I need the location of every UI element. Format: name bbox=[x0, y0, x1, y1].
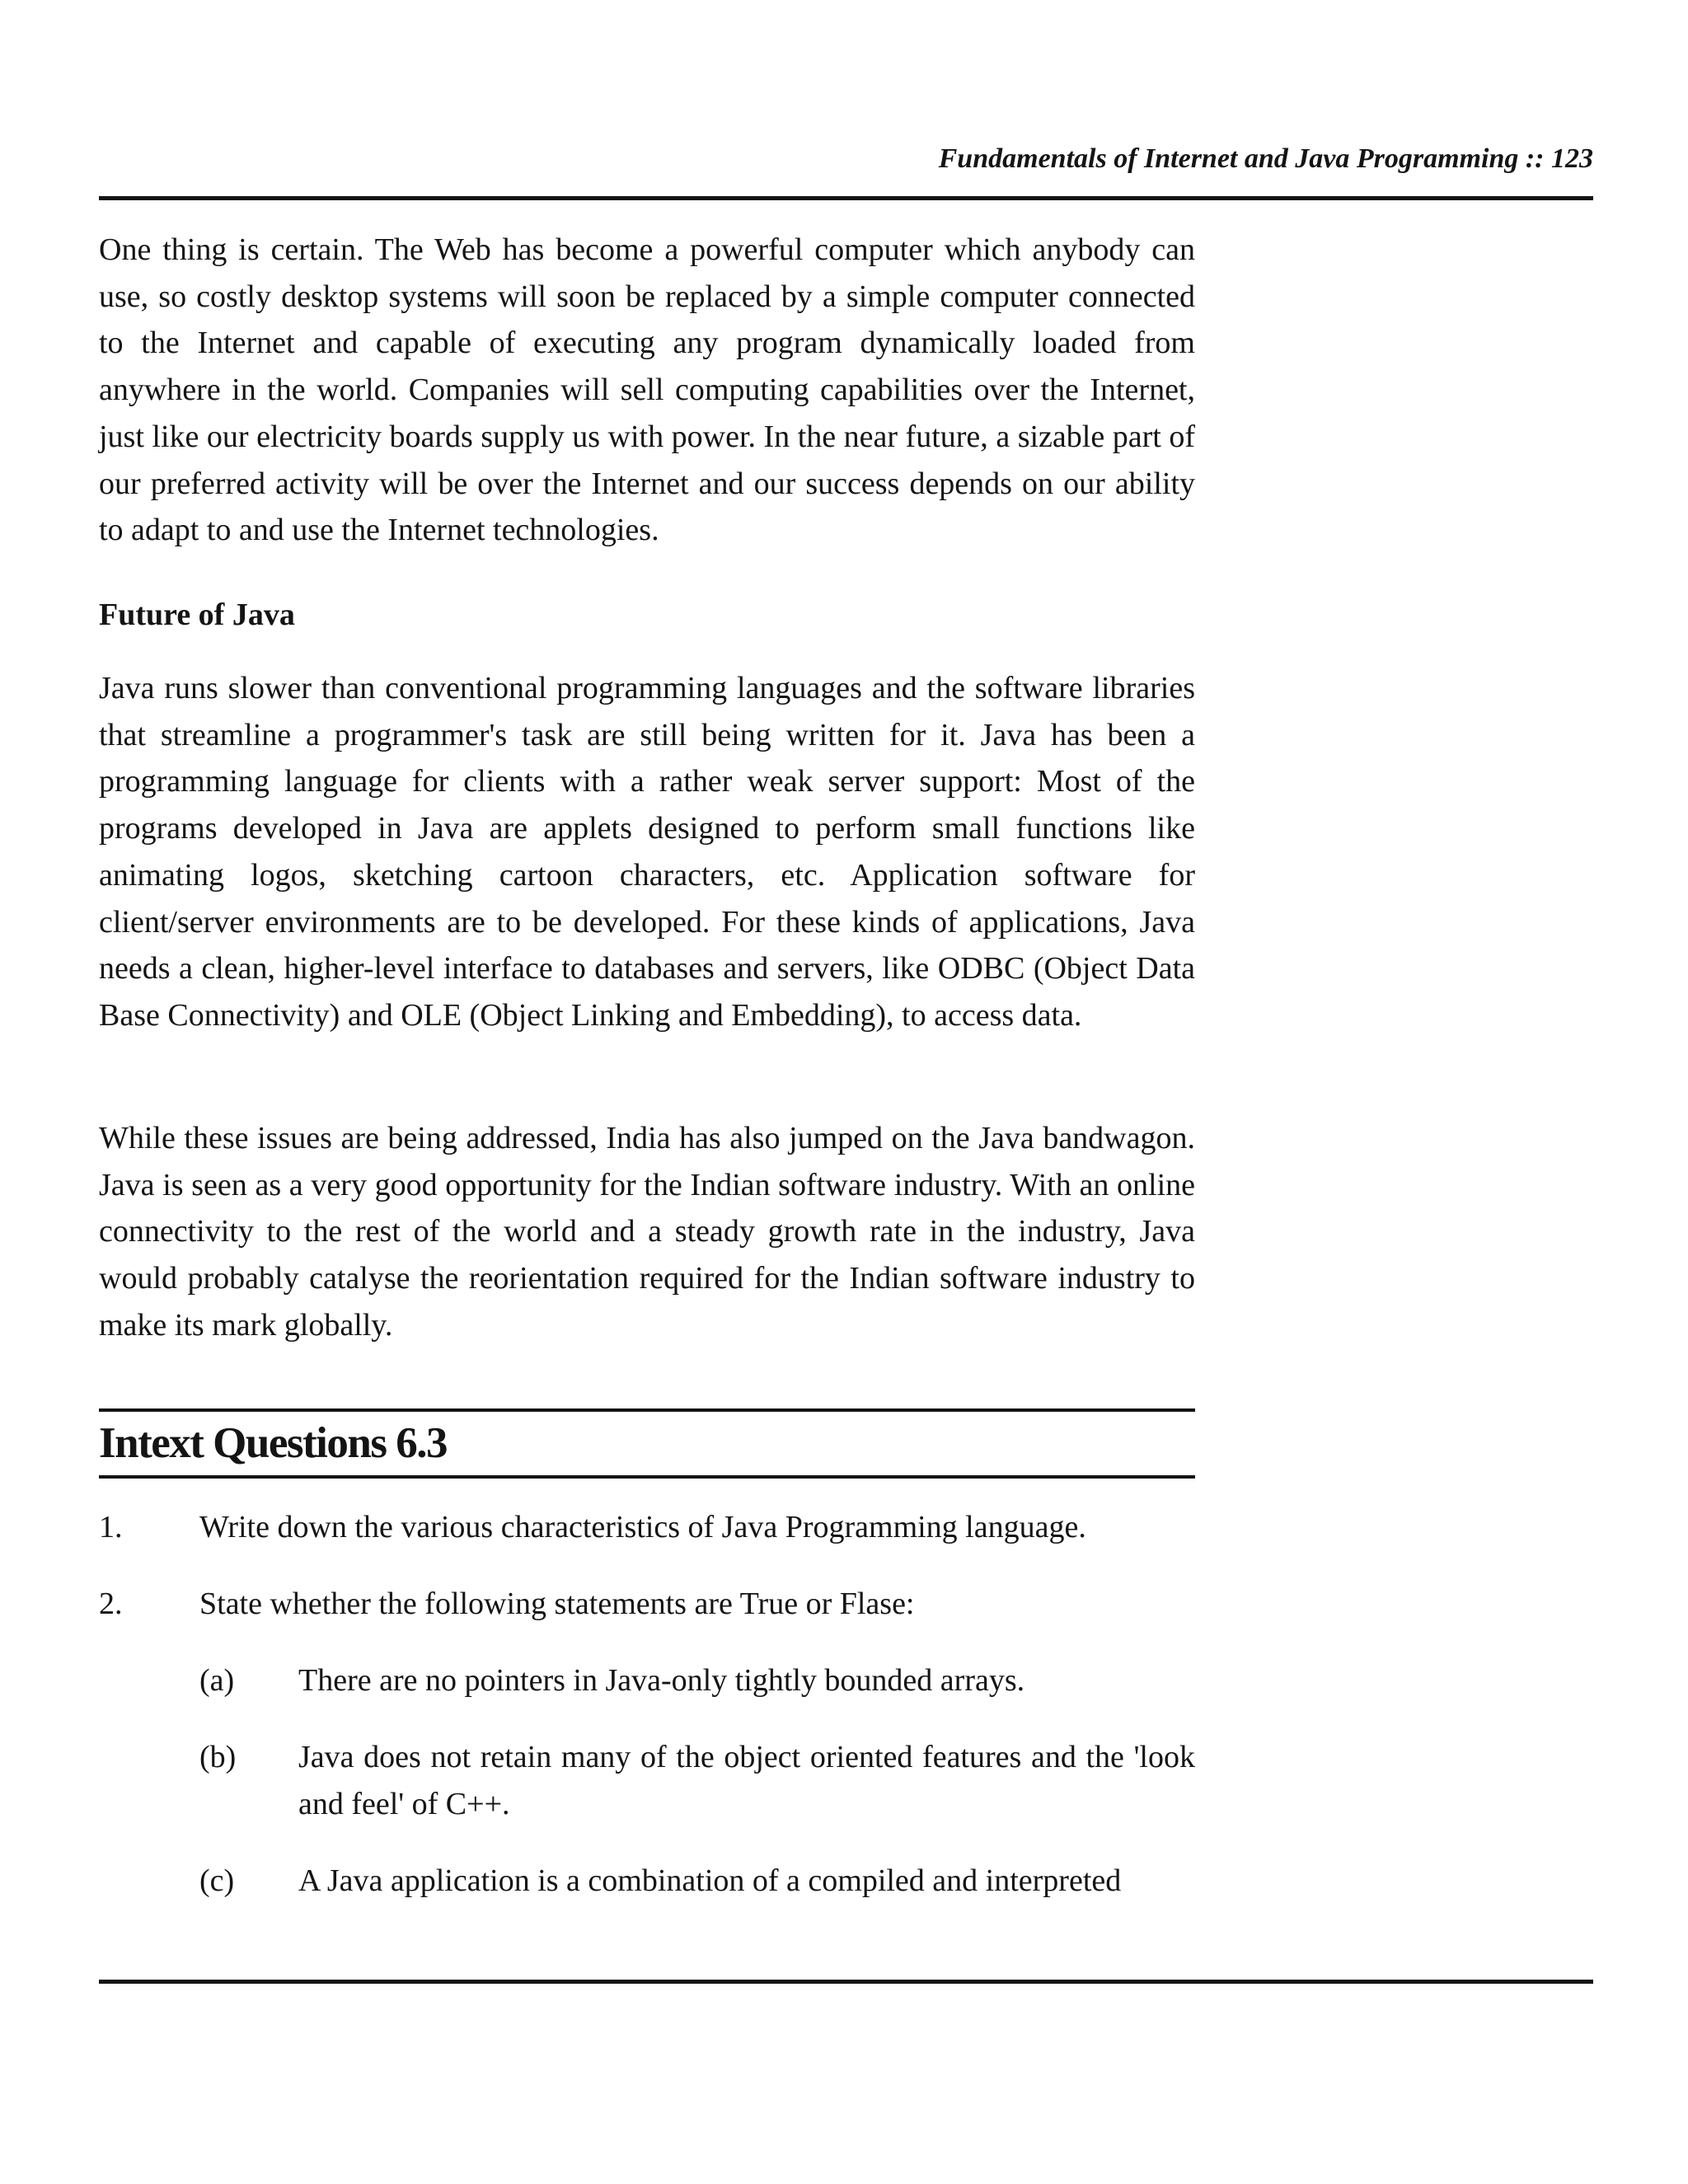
section-top-rule bbox=[99, 1408, 1195, 1412]
question-number: 2. bbox=[99, 1586, 123, 1621]
running-header: Fundamentals of Internet and Java Programming :: 123 bbox=[938, 143, 1593, 174]
header-rule bbox=[99, 196, 1593, 200]
sub-question-label: (b) bbox=[199, 1740, 237, 1774]
intext-questions-title: Intext Questions 6.3 bbox=[99, 1419, 448, 1467]
question-text: Write down the various characteristics of Java Programming language. bbox=[199, 1510, 1086, 1544]
footer-rule bbox=[99, 1980, 1593, 1984]
sub-question-text: There are no pointers in Java-only tightly bounded arrays. bbox=[298, 1663, 1025, 1698]
paragraph-future: Java runs slower than conventional programming languages and the software libraries that streamline a programmer's task are still being written for it. Java has been a programming language for clients with a rather weak server support: Most of the programs developed in Java are applets designed to perform small functions like animating logos, sketching cartoon characters, etc. Application software for client/server environments are to be developed. For these kinds of applications, Java needs a clean, higher-level interface to databases and servers, like ODBC (Object Data Base Connectivity) and OLE (Object Linking and Embedding), to access data. bbox=[99, 671, 1195, 1033]
question-text: State whether the following statements are True or Flase: bbox=[199, 1586, 915, 1621]
sub-question-label: (a) bbox=[199, 1663, 235, 1698]
section-bottom-rule bbox=[99, 1475, 1195, 1479]
sub-question-text: Java does not retain many of the object oriented features and the 'look and feel' of C++. bbox=[298, 1740, 1195, 1821]
paragraph-intro: One thing is certain. The Web has become a powerful computer which anybody can use, so costly desktop systems will soon be replaced by a simple computer connected to the Internet and capable of executing any program dynamically loaded from anywhere in the world. Companies will sell computing capabilities over the Internet, just like our electricity boards supply us with power. In the near future, a sizable part of our preferred activity will be over the Internet and our success depends on our ability to adapt to and use the Internet technologies. bbox=[99, 232, 1195, 548]
paragraph-india: While these issues are being addressed, India has also jumped on the Java bandwagon. Java is seen as a very good opportunity for the Indian software industry. With an online connectivity to the rest of the world and a steady growth rate in the industry, Java would probably catalyse the reorientation required for the Indian software industry to make its mark globally. bbox=[99, 1121, 1195, 1343]
sub-question-label: (c) bbox=[199, 1863, 235, 1898]
question-number: 1. bbox=[99, 1510, 123, 1544]
sub-question-text: A Java application is a combination of a compiled and interpreted bbox=[298, 1863, 1122, 1898]
heading-future-of-java: Future of Java bbox=[99, 598, 295, 632]
